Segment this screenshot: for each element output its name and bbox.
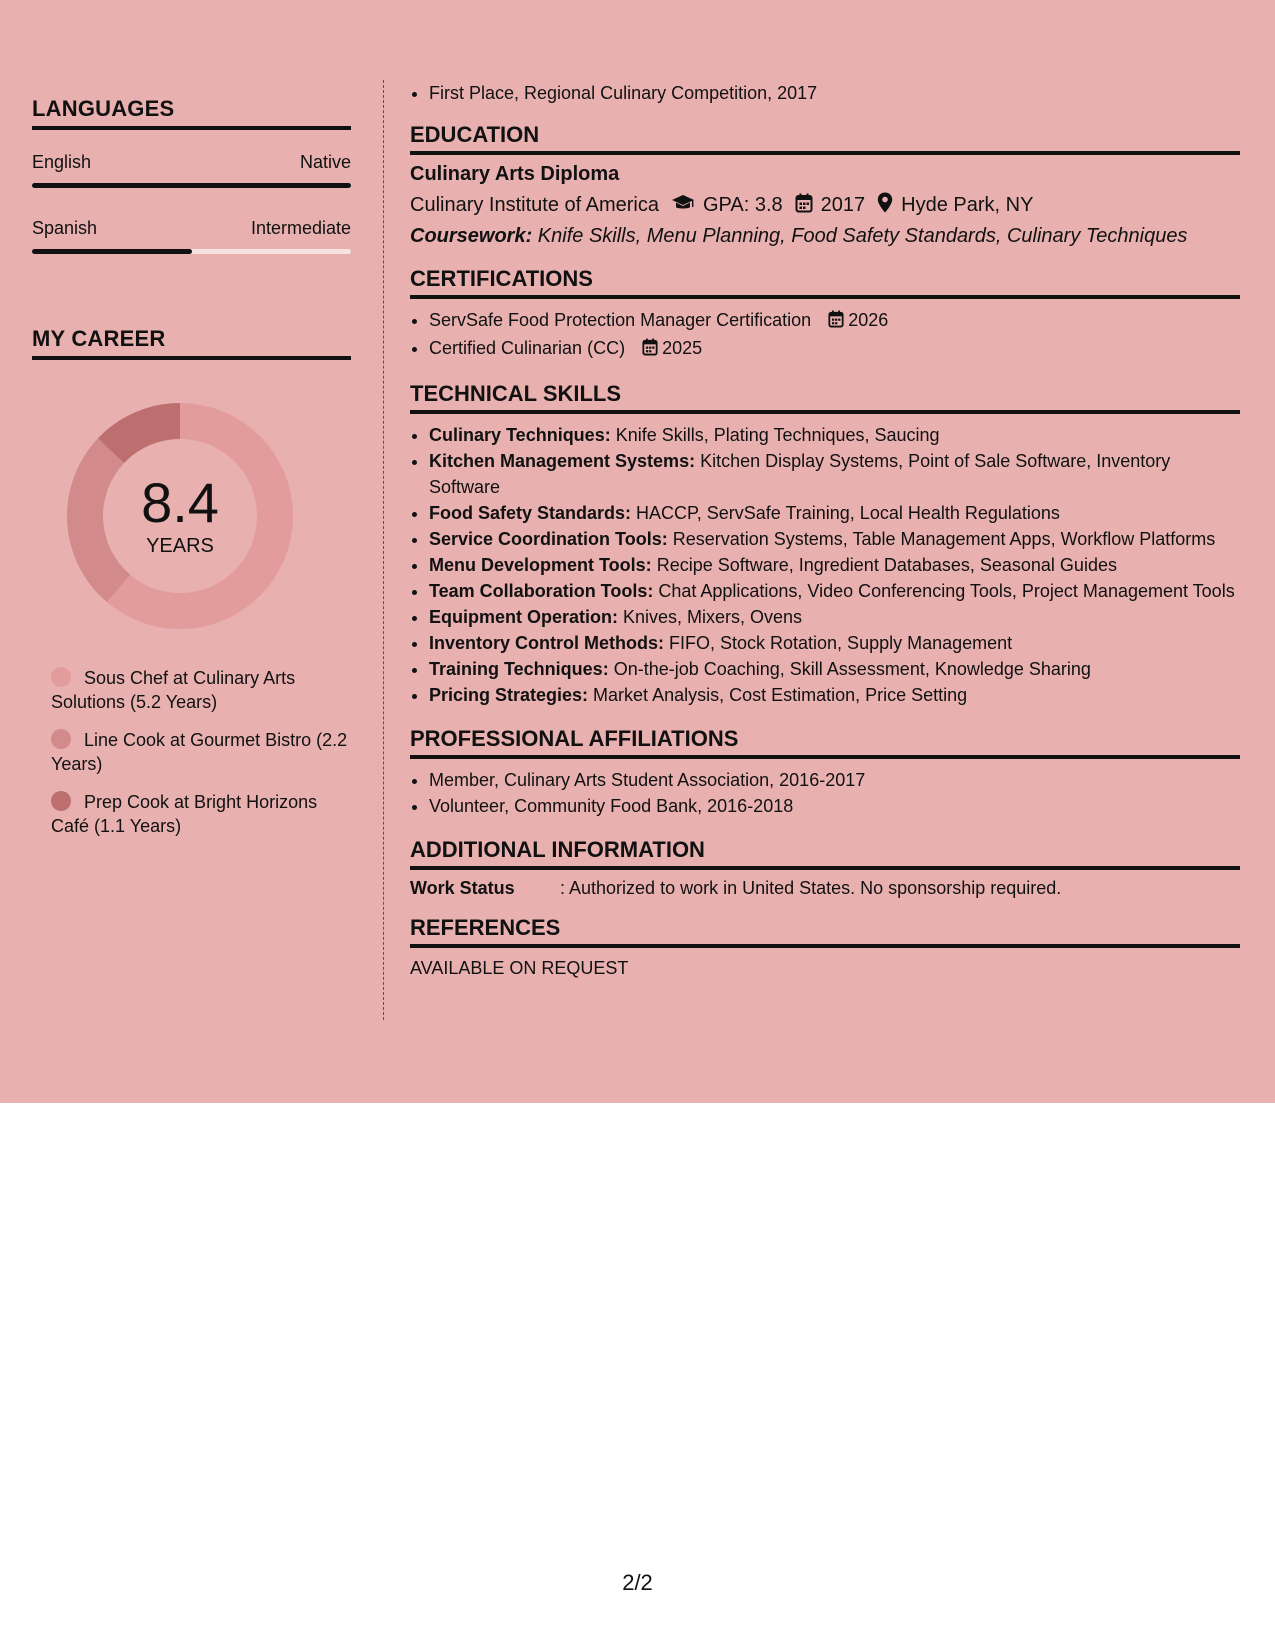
education-year: 2017 bbox=[820, 194, 866, 216]
language-proficiency-fill bbox=[32, 183, 351, 188]
language-level: Native bbox=[299, 152, 351, 172]
education-details bbox=[410, 192, 1240, 219]
skill-label: Food Safety Standards: bbox=[429, 503, 632, 523]
skill-value: On-the-job Coaching, Skill Assessment, Knowledge Sharing bbox=[608, 659, 1091, 679]
certification-name: ServSafe Food Protection Manager Certification bbox=[429, 310, 812, 330]
sidebar bbox=[32, 80, 351, 852]
career-section bbox=[32, 326, 351, 838]
language-proficiency-fill bbox=[32, 249, 192, 254]
career-title: MY CAREER bbox=[32, 326, 351, 360]
certifications-list bbox=[410, 307, 1240, 363]
list-item bbox=[429, 630, 1240, 656]
skill-label: Training Techniques: bbox=[429, 659, 609, 679]
list-item bbox=[429, 448, 1240, 500]
skill-label: Inventory Control Methods: bbox=[429, 633, 664, 653]
career-legend-label: Prep Cook at Bright Horizons Café (1.1 Years) bbox=[51, 792, 318, 836]
skill-value: Market Analysis, Cost Estimation, Price Setting bbox=[588, 685, 968, 705]
career-legend-label: Line Cook at Gourmet Bistro (2.2 Years) bbox=[51, 730, 348, 774]
education-school: Culinary Institute of America bbox=[410, 194, 659, 216]
awards-list bbox=[410, 80, 1240, 106]
languages-title: LANGUAGES bbox=[32, 96, 351, 130]
skill-label: Culinary Techniques: bbox=[429, 425, 611, 445]
language-item bbox=[32, 152, 351, 188]
career-legend bbox=[32, 666, 351, 838]
skill-value: HACCP, ServSafe Training, Local Health Regulations bbox=[631, 503, 1060, 523]
skill-label: Equipment Operation: bbox=[429, 607, 618, 627]
location-pin-icon bbox=[877, 192, 893, 219]
column-divider bbox=[383, 80, 384, 1020]
list-item bbox=[429, 500, 1240, 526]
certification-name: Certified Culinarian (CC) bbox=[429, 338, 626, 358]
education-gpa: GPA: 3.8 bbox=[703, 194, 783, 216]
skill-value: Knives, Mixers, Ovens bbox=[618, 607, 803, 627]
work-status-label: Work Status bbox=[410, 878, 515, 898]
skill-value: Kitchen Display Systems, Point of Sale Software, Inventory Software bbox=[429, 451, 1171, 497]
calendar-icon bbox=[828, 309, 844, 335]
career-legend-label: Sous Chef at Culinary Arts Solutions (5.2 Years) bbox=[51, 668, 296, 712]
list-item bbox=[429, 604, 1240, 630]
list-item: • First Place, Regional Culinary Competition, 2017 bbox=[429, 80, 1240, 106]
additional-info-title: ADDITIONAL INFORMATION bbox=[410, 837, 1240, 870]
career-legend-item bbox=[51, 728, 351, 776]
skill-value: Knife Skills, Plating Techniques, Saucing bbox=[610, 425, 940, 445]
main-content bbox=[410, 80, 1240, 979]
work-status-value: : Authorized to work in United States. No sponsorship required. bbox=[560, 878, 1062, 898]
technical-skills-list bbox=[410, 422, 1240, 708]
calendar-icon bbox=[642, 337, 658, 363]
skill-value: Recipe Software, Ingredient Databases, Seasonal Guides bbox=[651, 555, 1117, 575]
list-item bbox=[429, 526, 1240, 552]
list-item bbox=[429, 552, 1240, 578]
certification-year: 2025 bbox=[662, 338, 703, 358]
certification-year: 2026 bbox=[848, 310, 889, 330]
list-item bbox=[429, 422, 1240, 448]
language-name: English bbox=[32, 152, 92, 172]
education-location: Hyde Park, NY bbox=[901, 194, 1034, 216]
language-name: Spanish bbox=[32, 218, 98, 238]
coursework-label: Coursework: bbox=[410, 225, 533, 247]
affiliations-list bbox=[410, 767, 1240, 819]
skill-label: Team Collaboration Tools: bbox=[429, 581, 654, 601]
legend-dot-icon bbox=[51, 667, 71, 687]
skill-label: Kitchen Management Systems: bbox=[429, 451, 696, 471]
list-item: • Member, Culinary Arts Student Association, 2016-2017 bbox=[429, 767, 1240, 793]
coursework-value: Knife Skills, Menu Planning, Food Safety Standards, Culinary Techniques bbox=[532, 225, 1188, 247]
list-item bbox=[429, 307, 1240, 335]
language-proficiency-bar bbox=[32, 249, 351, 254]
skill-label: Pricing Strategies: bbox=[429, 685, 589, 705]
skill-label: Menu Development Tools: bbox=[429, 555, 652, 575]
skill-value: Reservation Systems, Table Management Apps, Workflow Platforms bbox=[667, 529, 1216, 549]
list-item bbox=[429, 656, 1240, 682]
language-item bbox=[32, 218, 351, 254]
list-item: • Volunteer, Community Food Bank, 2016-2018 bbox=[429, 793, 1240, 819]
page-number: 2/2 bbox=[622, 1570, 653, 1595]
list-item bbox=[429, 335, 1240, 363]
career-donut-chart bbox=[66, 402, 294, 630]
calendar-icon bbox=[795, 193, 813, 219]
language-proficiency-bar bbox=[32, 183, 351, 188]
career-total-unit: YEARS bbox=[146, 534, 214, 557]
work-status-row bbox=[410, 878, 1240, 899]
affiliations-title: PROFESSIONAL AFFILIATIONS bbox=[410, 726, 1240, 759]
legend-dot-icon bbox=[51, 791, 71, 811]
skill-label: Service Coordination Tools: bbox=[429, 529, 668, 549]
education-title: EDUCATION bbox=[410, 122, 1240, 155]
certifications-title: CERTIFICATIONS bbox=[410, 266, 1240, 299]
skill-value: Chat Applications, Video Conferencing Tools, Project Management Tools bbox=[653, 581, 1235, 601]
education-coursework bbox=[410, 225, 1240, 248]
technical-skills-title: TECHNICAL SKILLS bbox=[410, 381, 1240, 414]
skill-value: FIFO, Stock Rotation, Supply Management bbox=[664, 633, 1013, 653]
career-legend-item bbox=[51, 666, 351, 714]
language-level: Intermediate bbox=[250, 218, 351, 238]
career-total-years: 8.4 bbox=[141, 470, 219, 534]
references-text: AVAILABLE ON REQUEST bbox=[410, 958, 629, 978]
career-legend-item bbox=[51, 790, 351, 838]
education-degree: Culinary Arts Diploma bbox=[410, 163, 620, 185]
legend-dot-icon bbox=[51, 729, 71, 749]
list-item bbox=[429, 578, 1240, 604]
graduation-cap-icon bbox=[671, 194, 695, 218]
references-title: REFERENCES bbox=[410, 915, 1240, 948]
list-item bbox=[429, 682, 1240, 708]
